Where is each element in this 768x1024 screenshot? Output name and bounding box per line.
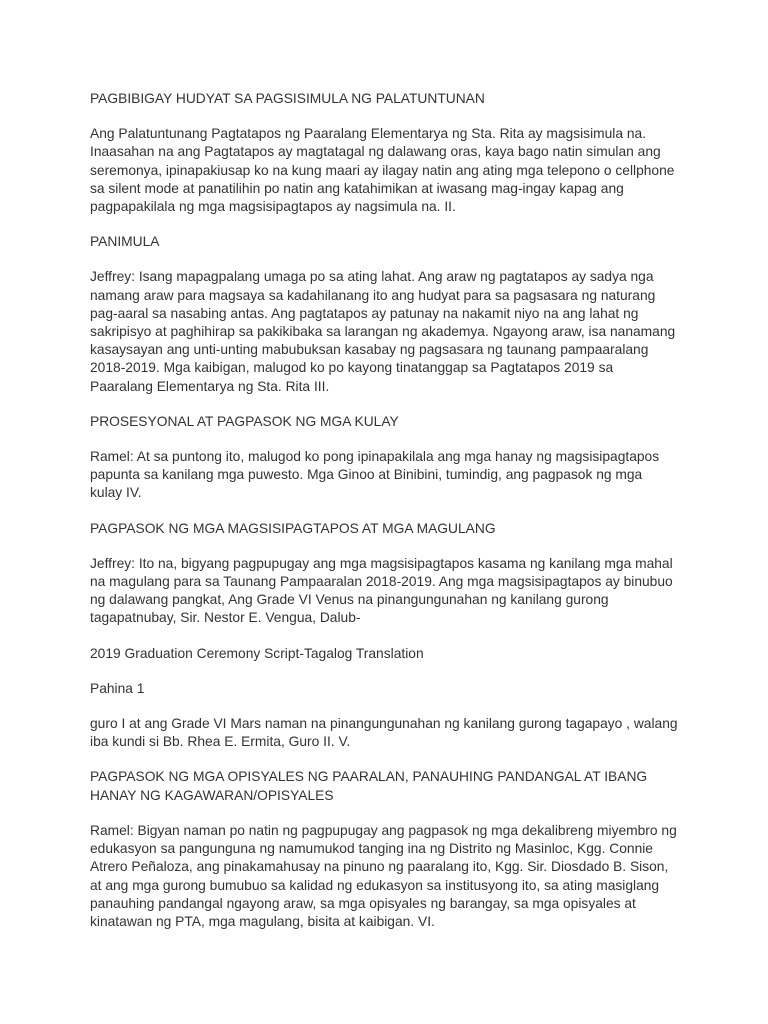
section-heading-magsisipagtapos: PAGPASOK NG MGA MAGSISIPAGTAPOS AT MGA MAGULANG — [90, 520, 496, 536]
section-heading-prosesyonal: PROSESYONAL AT PAGPASOK NG MGA KULAY — [90, 413, 399, 429]
paragraph-opisyales: Ramel: Bigyan naman po natin ng pagpupugay ang pagpasok ng mga dekalibreng miyembro ng edukasyon sa pangunguna ng namumukod tanging ina ng Distrito ng Masinloc, Kgg. Connie Atrero Peñaloza, ang pinakamahusay na pinuno ng paaralang ito, Kgg. Sir. Diosdado B. Sison, at ang mga gurong bumubuo sa kalidad ng edukasyon sa institusyong ito, sa ating masiglang panauhing pandangal ngayong araw, sa mga opisyales ng barangay, sa mga opisyales at kinatawan ng PTA, mga magulang, bisita at kaibigan. VI. — [90, 822, 677, 929]
paragraph-opening: Ang Palatuntunang Pagtatapos ng Paaralang Elementarya ng Sta. Rita ay magsisimula na. Inaasahan na ang Pagtatapos ay magtatagal ng dalawang oras, kaya bago natin simulan ang seremonya, ipinapakiusap ko na kung maari ay ilagay natin ang ating mga telepono o cellphone sa silent mode at panatilihin po natin ang katahimikan at iwasang mag-ingay kapag ang pagpapakilala ng mga magsisipagtapos ay nagsimula na. II. — [90, 126, 675, 215]
page-footer-title: 2019 Graduation Ceremony Script-Tagalog Translation — [90, 645, 424, 661]
section-heading-opisyales: PAGPASOK NG MGA OPISYALES NG PAARALAN, PANAUHING PANDANGAL AT IBANG HANAY NG KAGAWARAN/OPISYALES — [90, 769, 648, 803]
section-heading-panimula: PANIMULA — [90, 234, 160, 250]
paragraph-panimula: Jeffrey: Isang mapagpalang umaga po sa ating lahat. Ang araw ng pagtatapos ay sadya nga namang araw para magsaya sa kadahilanang ito ang hudyat para sa pagsasara ng naturang pag-aaral sa nasabing antas. Ang pagtatapos ay patunay na nakamit niyo na ang lahat ng sakripisyo at paghihirap sa pakikibaka sa larangan ng akademya. Ngayong araw, isa nanamang kasaysayan ang unti-unting mabubuksan kasabay ng pagsasara ng taunang pampaaralang 2018-2019. Mga kaibigan, malugod ko po kayong tinatanggap sa Pagtatapos 2019 sa Paaralang Elementarya ng Sta. Rita III. — [90, 269, 676, 394]
paragraph-continuation: guro I at ang Grade VI Mars naman na pinangungunahan ng kanilang gurong tagapayo , walang iba kundi si Bb. Rhea E. Ermita, Guro II. V. — [90, 716, 678, 750]
page-number-label: Pahina 1 — [90, 680, 145, 696]
section-heading-hudyat: PAGBIBIGAY HUDYAT SA PAGSISIMULA NG PALATUNTUNAN — [90, 91, 485, 106]
document-body — [90, 90, 690, 948]
paragraph-prosesyonal: Ramel: At sa puntong ito, malugod ko pong ipinapakilala ang mga hanay ng magsisipagtapos papunta sa kanilang mga puwesto. Mga Ginoo at Binibini, tumindig, ang pagpasok ng mga kulay IV. — [90, 449, 660, 501]
paragraph-magsisipagtapos: Jeffrey: Ito na, bigyang pagpupugay ang mga magsisipagtapos kasama ng kanilang mga mahal na magulang para sa Taunang Pampaaralan 2018-2019. Ang mga magsisipagtapos ay binubuo ng dalawang pangkat, Ang Grade VI Venus na pinangungunahan ng kanilang gurong tagapatnubay, Sir. Nestor E. Vengua, Dalub- — [90, 555, 673, 626]
